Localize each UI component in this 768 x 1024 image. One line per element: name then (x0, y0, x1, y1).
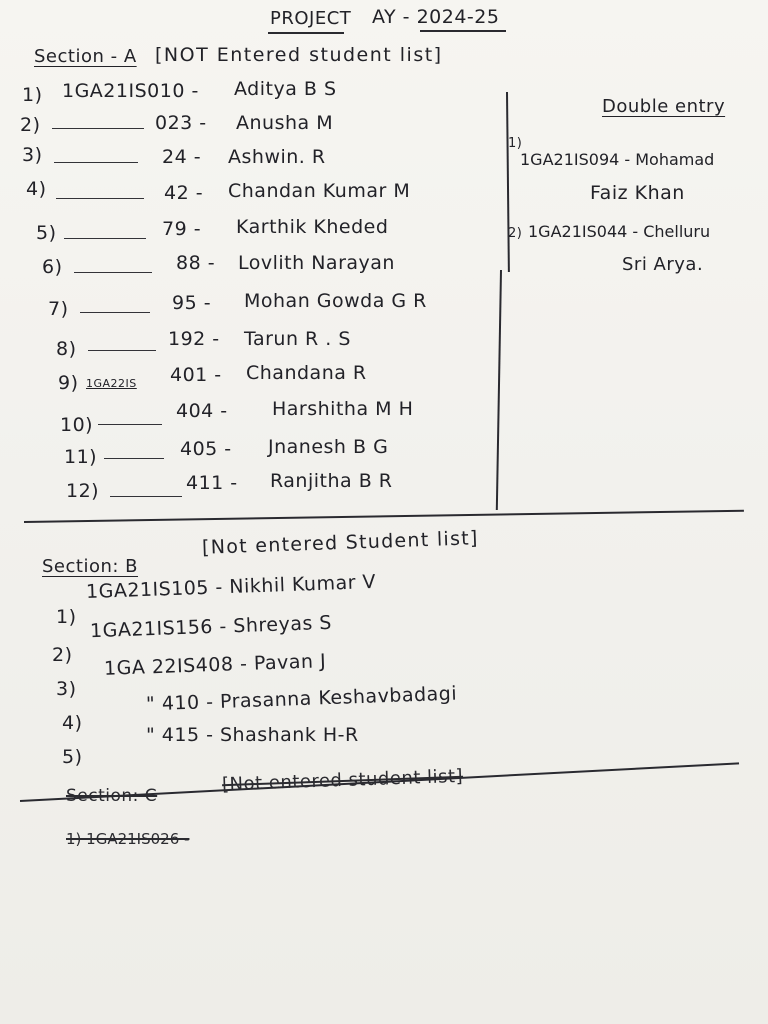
item-name: Mohan Gowda G R (244, 290, 427, 312)
ditto-line (52, 128, 144, 129)
item-name: Ranjitha B R (270, 470, 393, 492)
item-number: 9) (58, 372, 79, 394)
item-line: 1GA21IS044 - Chelluru (528, 222, 711, 241)
item-usn: 401 - (170, 364, 222, 386)
section-b-subtitle: [Not entered Student list] (201, 527, 480, 559)
item-number: 2) (52, 644, 73, 666)
item-name: Karthik Kheded (236, 216, 389, 238)
item-name: Chandan Kumar M (228, 180, 411, 202)
item-number: 10) (60, 414, 94, 436)
ditto-line (98, 424, 162, 425)
section-a-subtitle: [NOT Entered student list] (155, 44, 443, 66)
item-usn: 95 - (172, 292, 212, 314)
item-usn: 1GA22IS (86, 377, 137, 390)
item-number: 4) (26, 178, 47, 200)
section-c-subtitle: [Not entered student list] (221, 765, 464, 796)
column-divider-lower (496, 270, 502, 510)
ditto-line (54, 162, 138, 163)
item-number: 6) (42, 256, 63, 278)
item-line: Faiz Khan (590, 182, 685, 204)
section-c-item: 1) 1GA21IS026 - (66, 830, 190, 848)
ditto-line (74, 272, 152, 273)
ditto-line (80, 312, 150, 313)
item-line: 1GA21IS094 - Mohamad (520, 150, 715, 169)
item-number: 4) (62, 712, 83, 734)
section-divider (24, 510, 744, 523)
item-usn: 24 - (162, 146, 202, 168)
item-name: Chandana R (246, 362, 367, 384)
item-number: 5) (62, 746, 83, 768)
item-usn: 023 - (155, 112, 207, 134)
item-name: Ashwin. R (228, 146, 326, 168)
item-usn: 88 - (176, 252, 216, 274)
column-divider (506, 92, 509, 272)
item-usn: 411 - (186, 472, 238, 494)
item-number: 1) (56, 606, 77, 628)
page-title: PROJECT (270, 8, 352, 29)
item-name: Lovlith Narayan (238, 252, 395, 274)
item-usn: 42 - (164, 182, 204, 204)
item-number: 2) (508, 226, 523, 241)
item-number: 5) (36, 222, 57, 244)
item-name: Jnanesh B G (268, 436, 389, 458)
title-underline (268, 32, 344, 34)
item-name: Tarun R . S (244, 328, 351, 350)
year-underline (420, 30, 506, 32)
item-usn: 79 - (162, 218, 202, 240)
item-number: 7) (48, 298, 69, 320)
item-usn: 1GA21IS010 - (62, 80, 199, 102)
item-name: Anusha M (236, 112, 334, 134)
item-number: 3) (22, 144, 43, 166)
item-name: Harshitha M H (272, 398, 414, 420)
item-number: 2) (20, 114, 41, 136)
item-text: 1GA 22IS408 - Pavan J (103, 650, 327, 680)
section-c-title: Section: C (66, 786, 158, 806)
item-number: 3) (56, 678, 77, 700)
ditto-line (110, 496, 182, 497)
ditto-line (56, 198, 144, 199)
item-number: 12) (66, 480, 100, 502)
ditto-line (88, 350, 156, 351)
item-text: 1GA21IS156 - Shreyas S (89, 611, 333, 643)
item-name: Aditya B S (234, 78, 337, 100)
item-usn: 192 - (168, 328, 220, 350)
item-number: 1) (508, 136, 523, 151)
item-text: " 410 - Prasanna Keshavbadagi (145, 682, 458, 716)
item-number: 1) (22, 84, 43, 106)
section-a-title: Section - A (34, 46, 137, 67)
ditto-line (64, 238, 146, 239)
item-line: Sri Arya. (622, 254, 704, 275)
item-usn: 404 - (176, 400, 228, 422)
section-b-title: Section: B (42, 556, 139, 577)
item-number: 11) (64, 446, 98, 468)
item-text: 1GA21IS105 - Nikhil Kumar V (85, 570, 377, 604)
item-text: " 415 - Shashank H-R (146, 724, 359, 746)
item-number: 8) (56, 338, 77, 360)
ditto-line (104, 458, 164, 459)
academic-year: AY - 2024-25 (372, 6, 500, 28)
item-usn: 405 - (180, 438, 232, 460)
double-entry-title: Double entry (602, 96, 726, 117)
